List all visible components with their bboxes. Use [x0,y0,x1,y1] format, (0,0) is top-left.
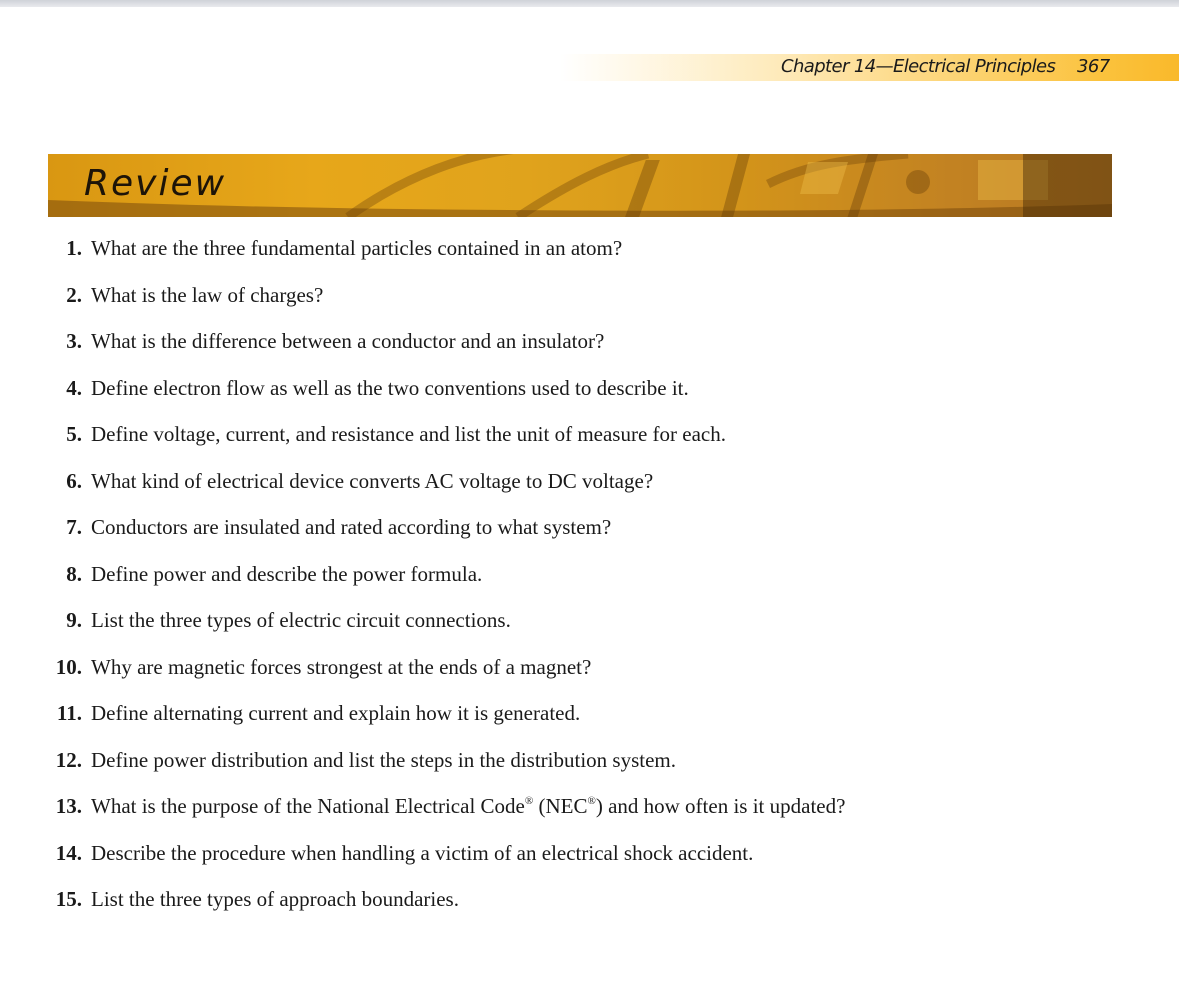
page-top-edge [0,0,1179,7]
question-number: 10. [55,654,82,679]
list-item [40,422,1140,469]
list-item [40,469,1140,516]
question-text: List the three types of electric circuit connections. [91,608,511,632]
list-item [40,283,1140,330]
question-text: Define voltage, current, and resistance and list the unit of measure for each. [91,422,726,446]
chapter-title: Chapter 14—Electrical Principles [781,56,1056,77]
list-item [40,887,1140,934]
review-question-list [40,236,1140,934]
question-text: What is the law of charges? [91,282,324,307]
registered-mark: ® [524,795,534,807]
question-text: What kind of electrical device converts AC voltage to DC voltage? [91,468,654,493]
question-number: 3. [66,329,82,353]
question-number: 1. [66,236,82,260]
question-text: Define electron flow as well as the two conventions used to describe it. [91,375,689,400]
question-text: Why are magnetic forces strongest at the ends of a magnet? [91,654,592,679]
question-number: 6. [66,468,82,493]
list-item [40,376,1140,423]
question-number: 8. [66,561,82,586]
question-text-part: (NEC [533,794,588,818]
question-number: 2. [66,282,82,307]
registered-mark: ® [587,795,596,807]
list-item [40,515,1140,562]
question-number: 4. [66,375,82,400]
question-number: 14. [55,840,82,865]
question-text: What is the difference between a conductor and an insulator? [91,329,605,353]
review-banner [48,154,1112,217]
question-number: 12. [55,747,82,772]
running-header [560,54,1179,81]
question-number: 9. [66,608,82,632]
question-text: Define power distribution and list the steps in the distribution system. [91,747,677,772]
question-text: Define power and describe the power formula. [91,561,483,586]
question-text: Conductors are insulated and rated according to what system? [91,515,612,539]
question-text: What are the three fundamental particles contained in an atom? [91,236,623,260]
question-text: Describe the procedure when handling a victim of an electrical shock accident. [91,840,754,865]
list-item [40,562,1140,609]
list-item [40,608,1140,655]
question-number: 13. [55,794,82,818]
question-number: 5. [66,422,82,446]
page-number: 367 [1077,56,1110,77]
list-item [40,655,1140,702]
question-text-part: ) and how often is it updated? [595,794,846,818]
list-item [40,841,1140,888]
question-text [91,794,845,819]
list-item [40,236,1140,283]
question-text-part: What is the purpose of the National Electrical Code [91,794,525,818]
question-number: 11. [56,701,82,725]
list-item [40,794,1140,841]
question-number: 7. [66,515,82,539]
list-item [40,329,1140,376]
list-item [40,748,1140,795]
question-text: List the three types of approach boundaries. [91,887,459,911]
question-number: 15. [55,887,82,911]
question-text: Define alternating current and explain how it is generated. [91,701,581,725]
review-title: Review [84,163,227,204]
list-item [40,701,1140,748]
